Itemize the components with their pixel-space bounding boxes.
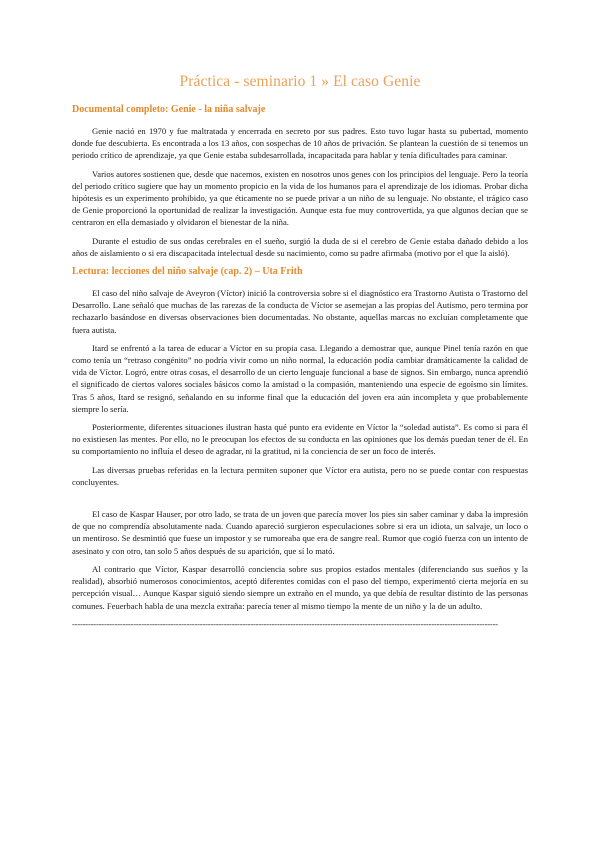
- dashed-divider: ----------------------------------------------------------------------------------------------------------------------------------------------------------------: [72, 618, 498, 629]
- paragraph: Varios autores sostienen que, desde que nacemos, existen en nosotros unos genes con los principios del lenguaje. Pero la teoría del periodo crítico sugiere que hay un momento propicio en la vida de los humanos para el aprendizaje de los idiomas. Probar dicha hipótesis es un experimento prohibido, ya que éticamente no se puede privar a un niño de su lenguaje. No obstante, el trágico caso de Genie proporcionó la oportunidad de realizar la investigación. Aunque esta fue muy controvertida, ya que algunos decían que se centraron en ella demasiado y olvidaron el bienestar de la niña.: [72, 168, 528, 228]
- paragraph: Genie nació en 1970 y fue maltratada y encerrada en secreto por sus padres. Esto tuvo lugar hasta su pubertad, momento donde fue descubierta. Es encontrada a los 13 años, con sospechas de 10 años de privación. Se plantean la cuestión de si tenemos un periodo crítico de aprendizaje, ya que Genie estaba subdesarrollada, incapacitada para hablar y tenía dificultades para caminar.: [72, 126, 528, 161]
- section-heading-documental: Documental completo: Genie - la niña salvaje: [72, 104, 266, 115]
- section-heading-lectura: Lectura: lecciones del niño salvaje (cap. 2) – Uta Frith: [72, 266, 303, 278]
- paragraph: Posteriormente, diferentes situaciones ilustran hasta qué punto era evidente en Víctor la “soledad autista”. Es como si para él no existiesen las mentes. Por ello, no le preocupan los efectos de su conducta en las opiniones que los demás puedan tener de él. En su comportamiento no influía el deseo de agradar, ni la gratitud, ni la conciencia de ser un foco de interés.: [72, 422, 528, 457]
- paragraph: El caso de Kaspar Hauser, por otro lado, se trata de un joven que parecía mover los pies sin saber caminar y daba la impresión de que no comprendía absolutamente nada. Cuando apareció surgieron especulaciones sobre si era un idiota, un salvaje, un loco o un mentiroso. Se desmintió que fuese un impostor y se rumoreaba que era de sangre real. Rumor que cogió fuerza con un intento de asesinato y con otro, tan solo 5 años después de su aparición, que sí lo mató.: [72, 509, 528, 556]
- page-title: Práctica - seminario 1 » El caso Genie: [179, 73, 421, 90]
- paragraph: Al contrario que Víctor, Kaspar desarrolló conciencia sobre sus propios estados mentales (diferenciando sus sueños y la realidad), absorbió numerosos conocimientos, aceptó diferentes comidas con el paso del tiempo, experimentó cierta mejoría en su percepción visual… Aunque Kaspar siguió siendo siempre un extraño en el mundo, ya que debía de resultar distinto de las personas comunes. Feuerbach habla de una mezcla extraña: parecía tener al mismo tiempo la mente de un niño y la de un adulto.: [72, 563, 528, 611]
- document-page: [72, 72, 528, 630]
- paragraph: El caso del niño salvaje de Aveyron (Víctor) inició la controversia sobre si el diagnóstico era Trastorno Autista o Trastorno del Desarrollo. Lane señaló que muchas de las rarezas de la conducta de Víctor se asemejan a las propias del Autismo, pero termina por rechazarlo basándose en diversas observaciones bien documentadas. No obstante, aquellas marcas no excluían completamente que fuera autista.: [72, 288, 528, 335]
- paragraph: Itard se enfrentó a la tarea de educar a Víctor en su propia casa. Llegando a demostrar que, aunque Pinel tenía razón en que como tenía un “retraso congénito” no podría vivir como un niño normal, la educación podía cambiar dramáticamente la calidad de vida de Víctor. Logró, entre otras cosas, el desarrollo de un cierto lenguaje funcional a base de signos. Sin embargo, nunca aprendió el significado de ciertos valores sociales básicos como la amistad o la compasión, manteniendo una especie de egoísmo sin límites. Tras 5 años, Itard se resignó, señalando en su informe final que la educación del joven era aún incompleta y que probablemente siempre lo sería.: [72, 342, 528, 414]
- paragraph: Las diversas pruebas referidas en la lectura permiten suponer que Víctor era autista, pero no se puede contar con respuestas concluyentes.: [72, 464, 528, 487]
- blank-line: [72, 494, 528, 508]
- paragraph: Durante el estudio de sus ondas cerebrales en el sueño, surgió la duda de si el cerebro de Genie estaba dañado debido a los años de aislamiento o si era discapacitada intelectual desde su nacimiento, como su padre afirmaba (motivo por el que la aisló).: [72, 235, 528, 258]
